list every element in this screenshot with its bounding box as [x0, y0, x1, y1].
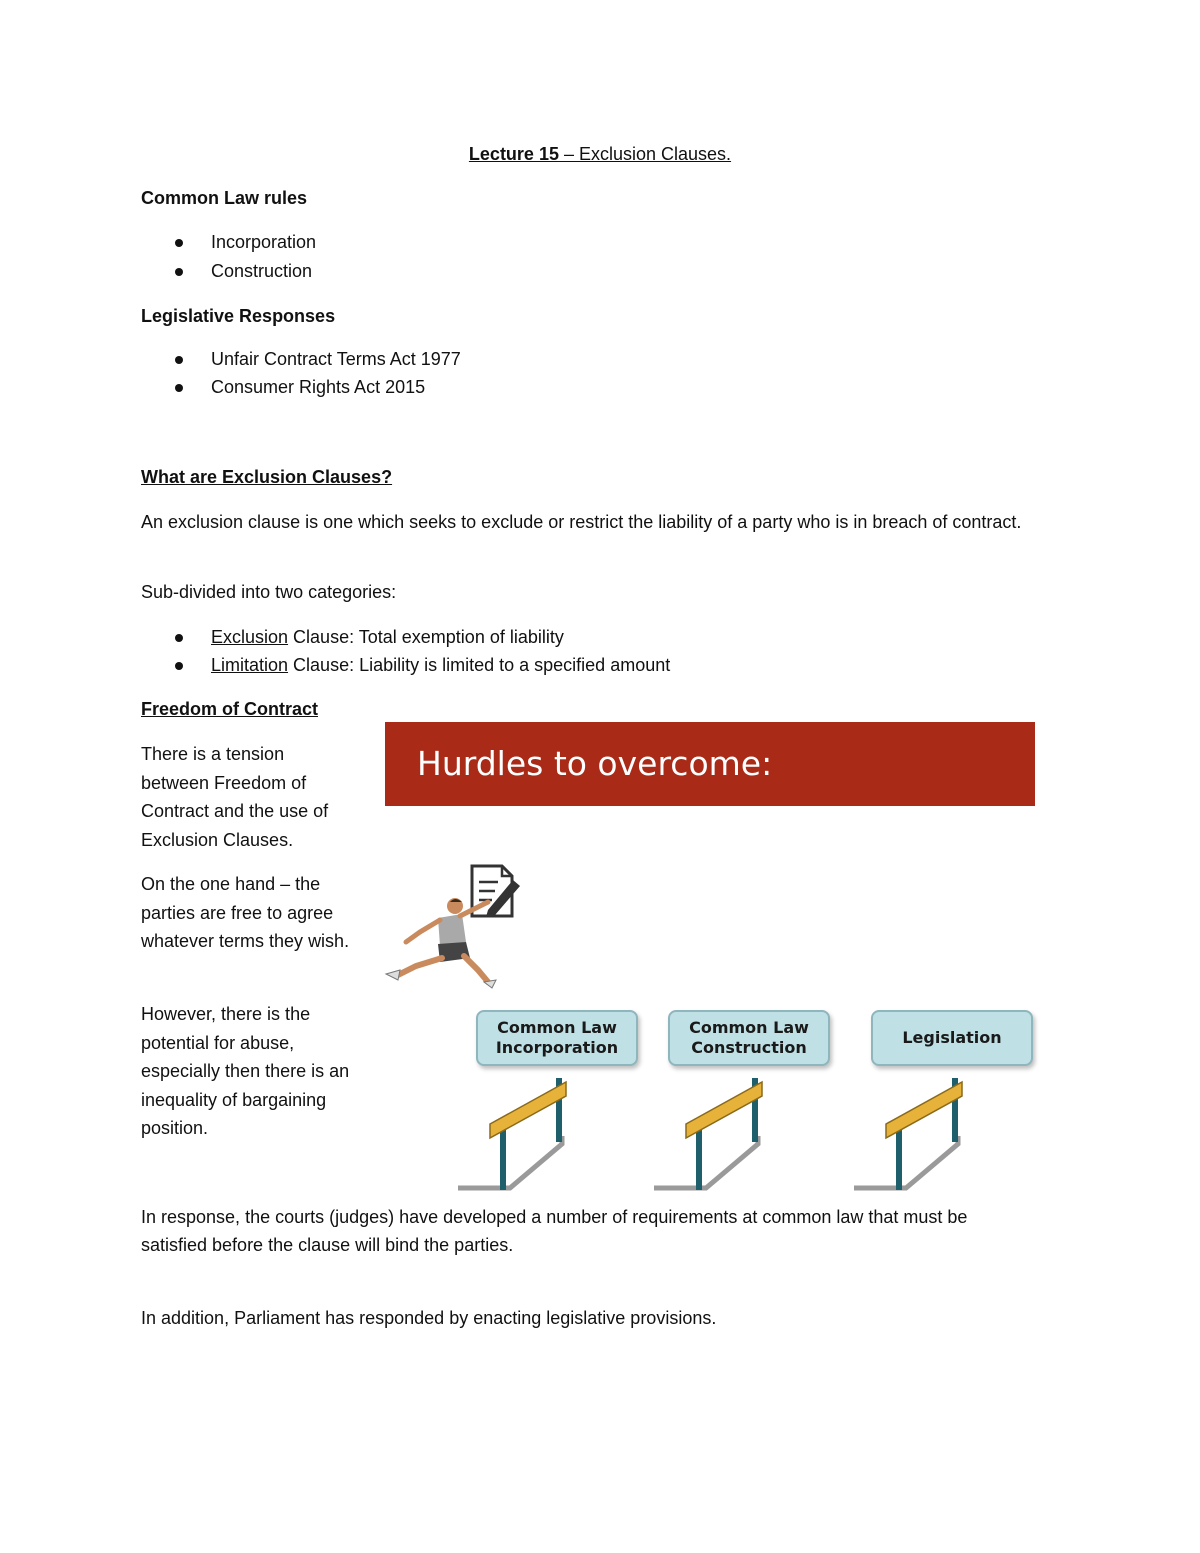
bullet-icon: [175, 384, 183, 392]
freedom-paragraph-1: There is a tension between Freedom of Contract and the use of Exclusion Clauses.: [141, 744, 329, 850]
hurdle-label-line1: Common Law: [689, 1018, 809, 1037]
category-desc: Clause: Total exemption of liability: [288, 627, 564, 647]
list-item: Construction: [211, 261, 313, 281]
hurdle-icon: [846, 1068, 976, 1198]
hurdle-icon: [646, 1068, 776, 1198]
closing-paragraph-2: In addition, Parliament has responded by enacting legislative provisions.: [141, 1308, 717, 1328]
what-are-heading: What are Exclusion Clauses?: [141, 467, 393, 487]
bullet-icon: [175, 356, 183, 364]
bullet-icon: [175, 268, 183, 276]
list-item: Consumer Rights Act 2015: [211, 377, 426, 397]
list-item: Incorporation: [211, 232, 317, 252]
bullet-icon: [175, 239, 183, 247]
category-desc: Clause: Liability is limited to a specified amount: [288, 655, 671, 675]
document-pen-icon: [472, 866, 520, 917]
runner-illustration: [380, 858, 525, 993]
list-item: [211, 655, 670, 676]
closing-paragraph-1: In response, the courts (judges) have developed a number of requirements at common law that must be satisfied before the clause will bind the parties.: [141, 1207, 968, 1255]
categories-intro: Sub-divided into two categories:: [141, 582, 397, 602]
hurdle-label-line1: Common Law: [497, 1018, 617, 1037]
legislative-heading: Legislative Responses: [141, 306, 336, 326]
hurdles-banner: Hurdles to overcome:: [385, 722, 1035, 806]
freedom-heading: Freedom of Contract: [141, 699, 319, 719]
title-topic: – Exclusion Clauses.: [558, 144, 732, 164]
definition-paragraph: An exclusion clause is one which seeks to exclude or restrict the liability of a party who is in breach of contract.: [141, 512, 1022, 532]
hurdle-box-common-law-construction: [668, 1010, 830, 1066]
list-item: Unfair Contract Terms Act 1977: [211, 349, 461, 369]
hurdle-label-line2: Construction: [691, 1038, 807, 1057]
bullet-icon: [175, 662, 183, 670]
freedom-paragraph-3: However, there is the potential for abuse, especially then there is an inequality of bargaining position.: [141, 1004, 350, 1138]
bullet-icon: [175, 634, 183, 642]
category-term: Exclusion: [211, 627, 289, 647]
list-item: [211, 627, 564, 648]
hurdle-label-line2: Incorporation: [495, 1038, 619, 1057]
title-lecture: Lecture 15: [468, 144, 559, 164]
hurdle-box-common-law-incorporation: [476, 1010, 638, 1066]
hurdle-label-line1: Legislation: [902, 1028, 1002, 1047]
document-title: [0, 144, 1200, 165]
freedom-paragraph-2: On the one hand – the parties are free to agree whatever terms they wish.: [141, 874, 350, 951]
category-term: Limitation: [211, 655, 289, 675]
hurdle-box-legislation: [871, 1010, 1033, 1066]
common-law-heading: Common Law rules: [141, 188, 308, 208]
hurdle-icon: [450, 1068, 580, 1198]
